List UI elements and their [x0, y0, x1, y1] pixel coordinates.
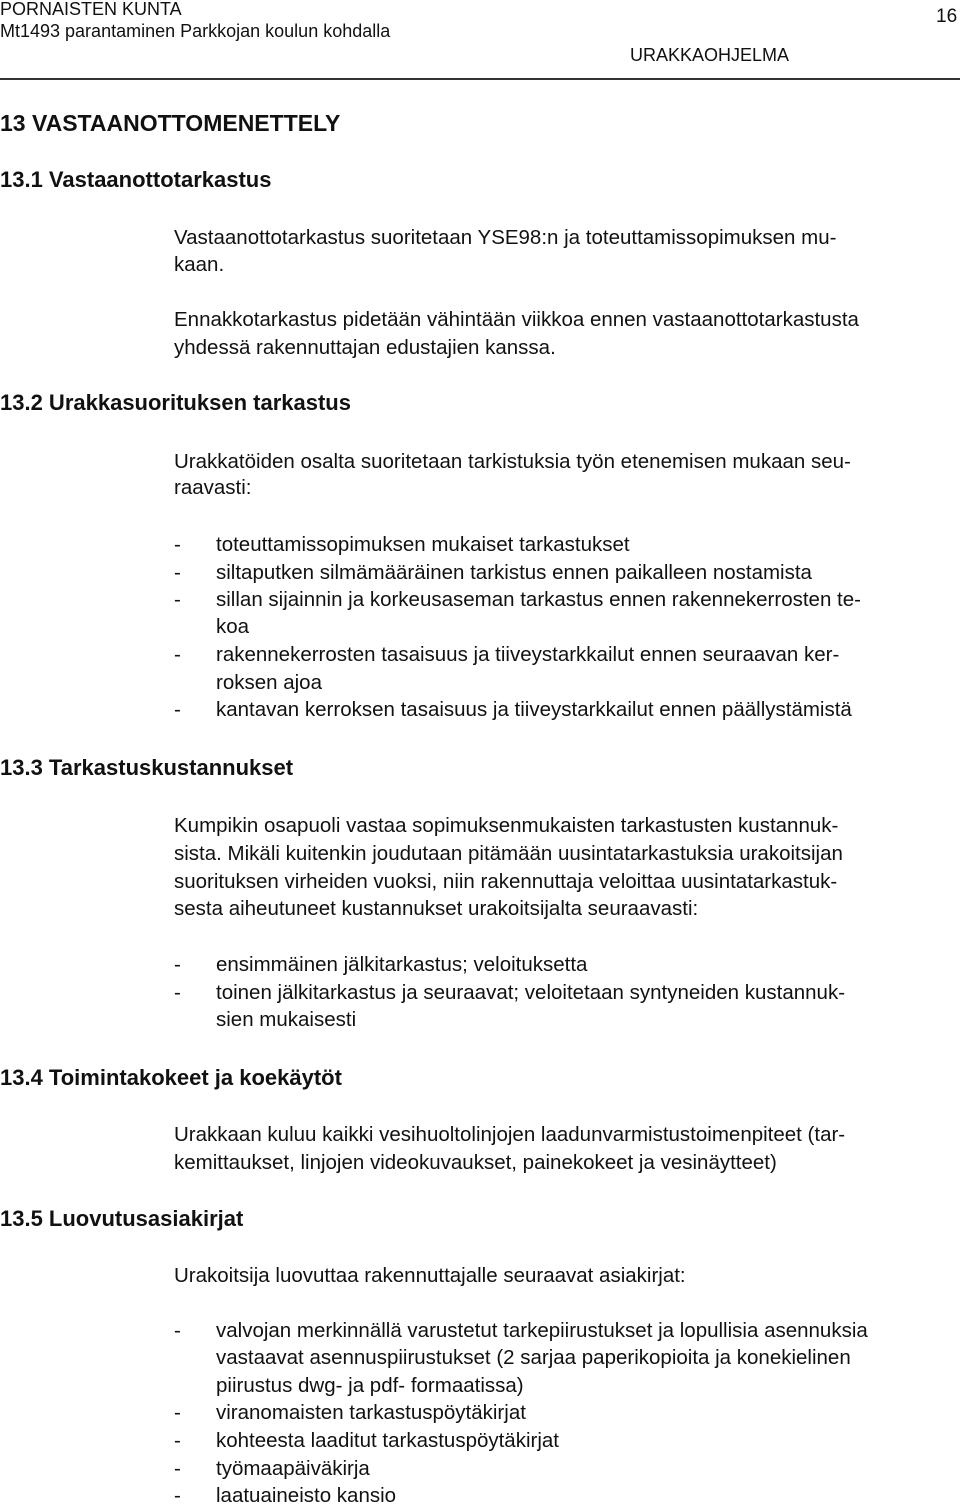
header-rule: [0, 78, 960, 80]
s3-item-2-cont: sien mukaisesti: [216, 1008, 357, 1031]
s2-item-4: rakennekerrosten tasaisuus ja tiiveystarkkailut ennen seuraavan ker-: [216, 643, 840, 666]
s5-item-1: valvojan merkinnällä varustetut tarkepiirustukset ja lopullisia asennuksia: [216, 1319, 868, 1342]
header-org: PORNAISTEN KUNTA: [0, 0, 182, 19]
s3-p1-line-2: sista. Mikäli kuitenkin joudutaan pitämään uusintatarkastuksia urakoitsijan: [174, 842, 843, 865]
s2-item-3-cont: koa: [216, 615, 250, 638]
s3-p1-line-1: Kumpikin osapuoli vastaa sopimuksenmukaisten tarkastusten kustannuk-: [174, 814, 839, 837]
list-dash: -: [174, 981, 181, 1004]
s5-item-5: laatuaineisto kansio: [216, 1484, 397, 1507]
header-project: Mt1493 parantaminen Parkkojan koulun kohdalla: [0, 21, 391, 41]
s2-item-1: toteuttamissopimuksen mukaiset tarkastukset: [216, 533, 630, 556]
section-13-2-title: 13.2 Urakkasuorituksen tarkastus: [0, 390, 351, 415]
s2-item-3: sillan sijainnin ja korkeusaseman tarkastus ennen rakennekerrosten te-: [216, 588, 861, 611]
list-dash: -: [174, 953, 181, 976]
s2-item-2: siltaputken silmämääräinen tarkistus ennen paikalleen nostamista: [216, 561, 812, 584]
s4-p1-line-1: Urakkaan kuluu kaikki vesihuoltolinjojen laadunvarmistustoimenpiteet (tar-: [174, 1123, 846, 1146]
list-dash: -: [174, 588, 181, 611]
header-doc-type: URAKKAOHJELMA: [630, 45, 790, 65]
s1-p1-line-2: kaan.: [174, 253, 225, 276]
list-dash: -: [174, 643, 181, 666]
page-number: 16: [936, 6, 958, 27]
s5-item-4: työmaapäiväkirja: [216, 1457, 370, 1480]
list-dash: -: [174, 698, 181, 721]
s1-p1-line-1: Vastaanottotarkastus suoritetaan YSE98:n ja toteuttamissopimuksen mu-: [174, 226, 837, 249]
chapter-title: 13 VASTAANOTTOMENETTELY: [0, 110, 341, 136]
section-13-3-title: 13.3 Tarkastuskustannukset: [0, 755, 294, 780]
list-dash: -: [174, 1484, 181, 1507]
list-dash: -: [174, 533, 181, 556]
list-dash: -: [174, 1429, 181, 1452]
s3-p1-line-4: sesta aiheutuneet kustannukset urakoitsijalta seuraavasti:: [174, 897, 699, 920]
s5-item-2: viranomaisten tarkastuspöytäkirjat: [216, 1401, 526, 1424]
s2-item-4-cont: roksen ajoa: [216, 671, 322, 694]
s1-p2-line-2: yhdessä rakennuttajan edustajien kanssa.: [174, 336, 556, 359]
s2-p1-line-2: raavasti:: [174, 476, 252, 499]
list-dash: -: [174, 1457, 181, 1480]
section-13-5-title: 13.5 Luovutusasiakirjat: [0, 1206, 244, 1231]
s5-p1-line-1: Urakoitsija luovuttaa rakennuttajalle seuraavat asiakirjat:: [174, 1264, 686, 1287]
s5-item-1-cont-1: vastaavat asennuspiirustukset (2 sarjaa paperikopioita ja konekielinen: [216, 1346, 851, 1369]
s3-item-1: ensimmäinen jälkitarkastus; veloituksetta: [216, 953, 588, 976]
list-dash: -: [174, 1401, 181, 1424]
s3-item-2: toinen jälkitarkastus ja seuraavat; veloitetaan syntyneiden kustannuk-: [216, 981, 846, 1004]
s2-item-5: kantavan kerroksen tasaisuus ja tiiveystarkkailut ennen päällystämistä: [216, 698, 852, 721]
s2-p1-line-1: Urakkatöiden osalta suoritetaan tarkistuksia työn etenemisen mukaan seu-: [174, 450, 851, 473]
s5-item-1-cont-2: piirustus dwg- ja pdf- formaatissa): [216, 1374, 524, 1397]
s5-item-3: kohteesta laaditut tarkastuspöytäkirjat: [216, 1429, 559, 1452]
section-13-1-title: 13.1 Vastaanottotarkastus: [0, 167, 272, 192]
list-dash: -: [174, 1319, 181, 1342]
s4-p1-line-2: kemittaukset, linjojen videokuvaukset, painekokeet ja vesinäytteet): [174, 1151, 777, 1174]
list-dash: -: [174, 561, 181, 584]
s3-p1-line-3: suorituksen virheiden vuoksi, niin rakennuttaja veloittaa uusintatarkastuk-: [174, 870, 838, 893]
s1-p2-line-1: Ennakkotarkastus pidetään vähintään viikkoa ennen vastaanottotarkastusta: [174, 308, 859, 331]
section-13-4-title: 13.4 Toimintakokeet ja koekäytöt: [0, 1065, 342, 1090]
